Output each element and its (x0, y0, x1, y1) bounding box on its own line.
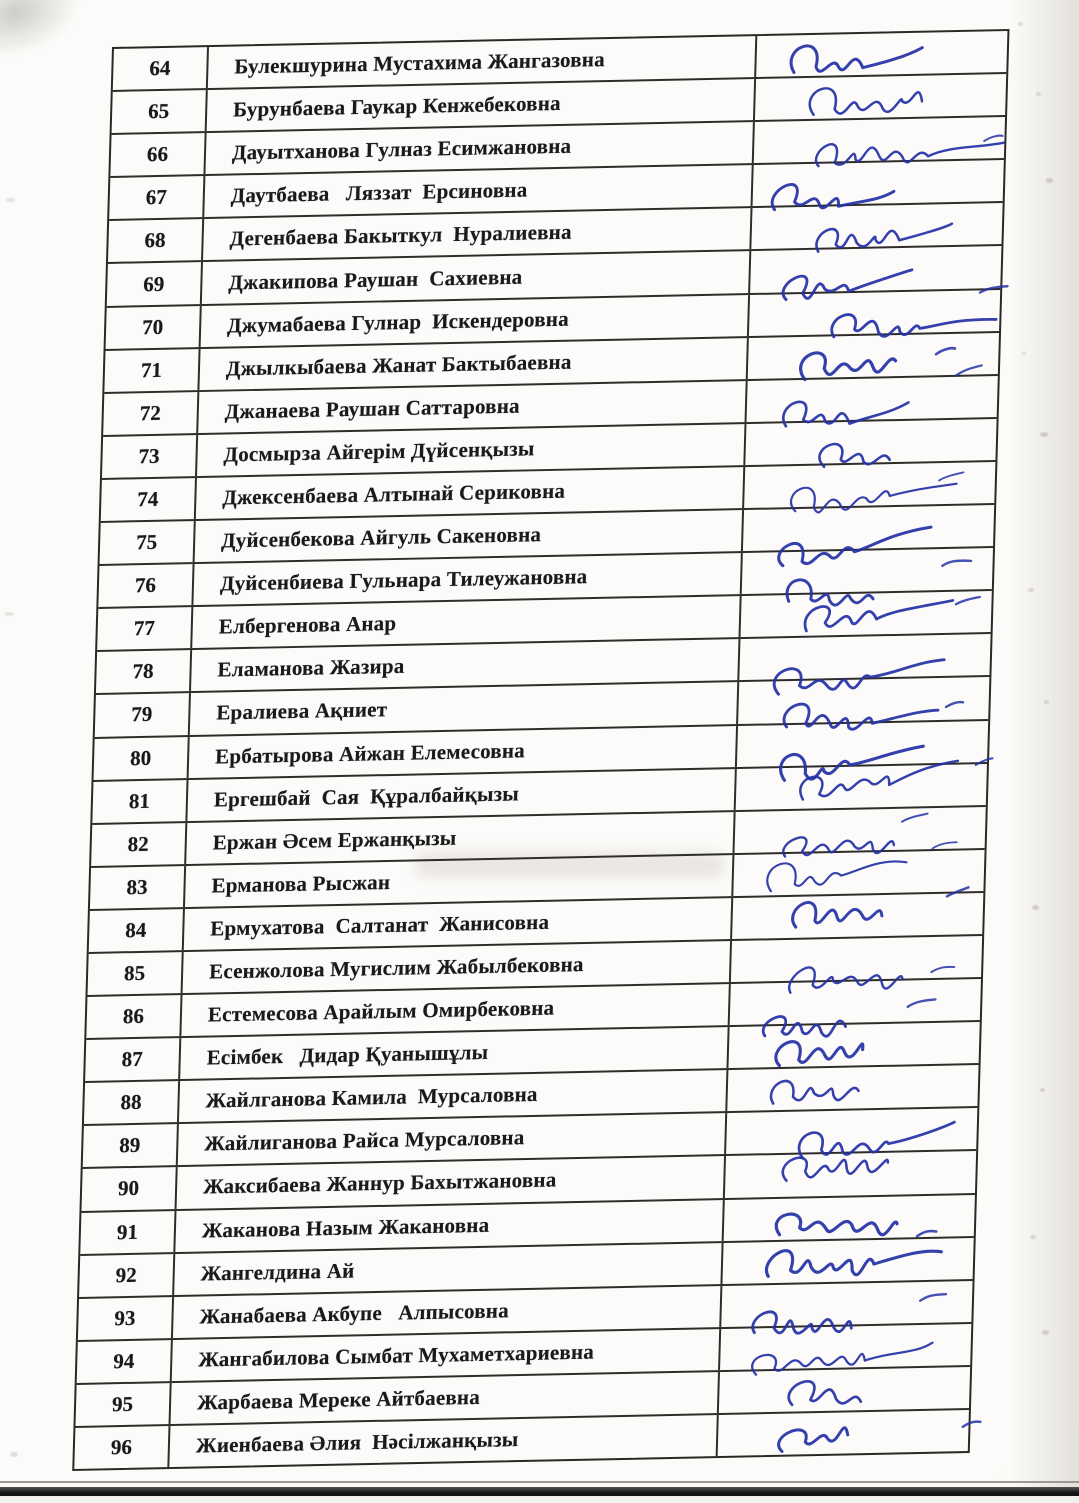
signature-cell (718, 1410, 969, 1456)
row-number: 75 (100, 521, 196, 564)
person-name: Жаканова Назым Жакановна (175, 1200, 724, 1252)
row-number: 83 (90, 866, 186, 909)
row-number: 90 (82, 1167, 178, 1210)
scan-noise-speck (4, 612, 14, 616)
row-number: 72 (103, 392, 199, 435)
person-name: Ержан Әсем Ержанқызы (186, 812, 735, 864)
row-number: 74 (101, 478, 197, 521)
row-number: 88 (84, 1081, 180, 1124)
attendance-table (72, 29, 1009, 1471)
person-name: Джумабаева Гулнар Искендеровна (201, 295, 750, 347)
row-number: 84 (89, 909, 185, 952)
person-name: Даутбаева Ляззат Ерсиновна (204, 165, 753, 217)
scan-noise-speck (1044, 700, 1049, 704)
person-name: Джанаева Раушан Саттаровна (198, 381, 747, 433)
scan-noise-speck (1032, 905, 1039, 910)
row-number: 70 (106, 306, 202, 349)
page-edge-line (0, 1481, 1079, 1483)
person-name: Джексенбаева Алтынай Сериковна (196, 467, 745, 519)
person-name: Дауытханова Гулназ Есимжановна (205, 122, 754, 174)
scan-noise-speck (1040, 1088, 1045, 1092)
person-name: Джылкыбаева Жанат Бактыбаевна (199, 338, 748, 390)
person-name: Бурунбаева Гаукар Кенжебековна (207, 79, 756, 131)
person-name: Жайлиганова Райса Мурсаловна (178, 1113, 727, 1165)
scan-smudge (0, 0, 104, 69)
person-name: Елбергенова Анар (192, 596, 741, 648)
scan-noise-speck (1042, 1330, 1049, 1335)
person-name: Жарбаева Мереке Айтбаевна (171, 1372, 720, 1424)
row-number: 96 (74, 1426, 170, 1469)
person-name: Естемесова Арайлым Омирбековна (181, 984, 730, 1036)
scan-noise-speck (1030, 1235, 1036, 1239)
row-number: 65 (112, 90, 208, 133)
signature-ink (752, 1381, 1008, 1484)
person-name: Жангабилова Сымбат Мухаметхариевна (172, 1329, 721, 1381)
person-name: Джакипова Раушан Сахиевна (202, 252, 751, 304)
row-number: 67 (109, 176, 205, 219)
row-number: 71 (104, 349, 200, 392)
person-name: Дуйсенбиева Гульнара Тилеужановна (193, 553, 742, 605)
person-name: Булекшурина Мустахима Жангазовна (208, 36, 757, 88)
row-number: 89 (83, 1124, 179, 1167)
row-number: 92 (79, 1254, 175, 1297)
row-number: 82 (91, 823, 187, 866)
scan-noise-speck (10, 1452, 18, 1457)
person-name: Есімбек Дидар Қуанышұлы (180, 1027, 729, 1079)
row-number: 69 (107, 263, 203, 306)
row-number: 87 (85, 1038, 181, 1081)
photo-edge-band (0, 1487, 1079, 1496)
row-number: 93 (78, 1297, 174, 1340)
row-number: 81 (92, 780, 188, 823)
row-number: 95 (75, 1383, 171, 1426)
person-name: Жангелдина Ай (174, 1243, 723, 1295)
person-name: Ермухатова Салтанат Жанисовна (184, 898, 733, 950)
person-name: Жаксибаева Жаннур Бахытжановна (177, 1156, 726, 1208)
scan-noise-speck (1046, 178, 1053, 183)
scan-noise-speck (6, 198, 15, 202)
row-number: 68 (108, 219, 204, 262)
row-number: 76 (98, 564, 194, 607)
row-number: 80 (94, 737, 190, 780)
row-number: 78 (96, 650, 192, 693)
person-name: Жиенбаева Әлия Нәсілжанқызы (169, 1415, 718, 1467)
row-number: 73 (102, 435, 198, 478)
person-name: Жанабаева Акбупе Алпысовна (173, 1286, 722, 1338)
row-number: 85 (88, 952, 184, 995)
person-name: Еламанова Жазира (191, 639, 740, 691)
person-name: Досмырза Айгерім Дүйсенқызы (197, 424, 746, 476)
row-number: 64 (113, 47, 209, 90)
person-name: Дегенбаева Бакыткул Нуралиевна (203, 208, 752, 260)
row-number: 79 (95, 693, 191, 736)
row-number: 94 (77, 1340, 173, 1383)
person-name: Есенжолова Мугислим Жабылбековна (183, 941, 732, 993)
person-name: Ералиева Ақниет (190, 682, 739, 734)
person-name: Дуйсенбекова Айгуль Сакеновна (195, 510, 744, 562)
row-number: 91 (80, 1211, 176, 1254)
scan-noise-speck (1036, 92, 1041, 96)
person-name: Ерманова Рысжан (185, 855, 734, 907)
row-number: 66 (110, 133, 206, 176)
person-name: Жайлганова Камила Мурсаловна (179, 1070, 728, 1122)
row-number: 86 (86, 995, 182, 1038)
person-name: Ергешбай Сая Құралбайқызы (187, 769, 736, 821)
person-name: Ербатырова Айжан Елемесовна (189, 726, 738, 778)
row-number: 77 (97, 607, 193, 650)
